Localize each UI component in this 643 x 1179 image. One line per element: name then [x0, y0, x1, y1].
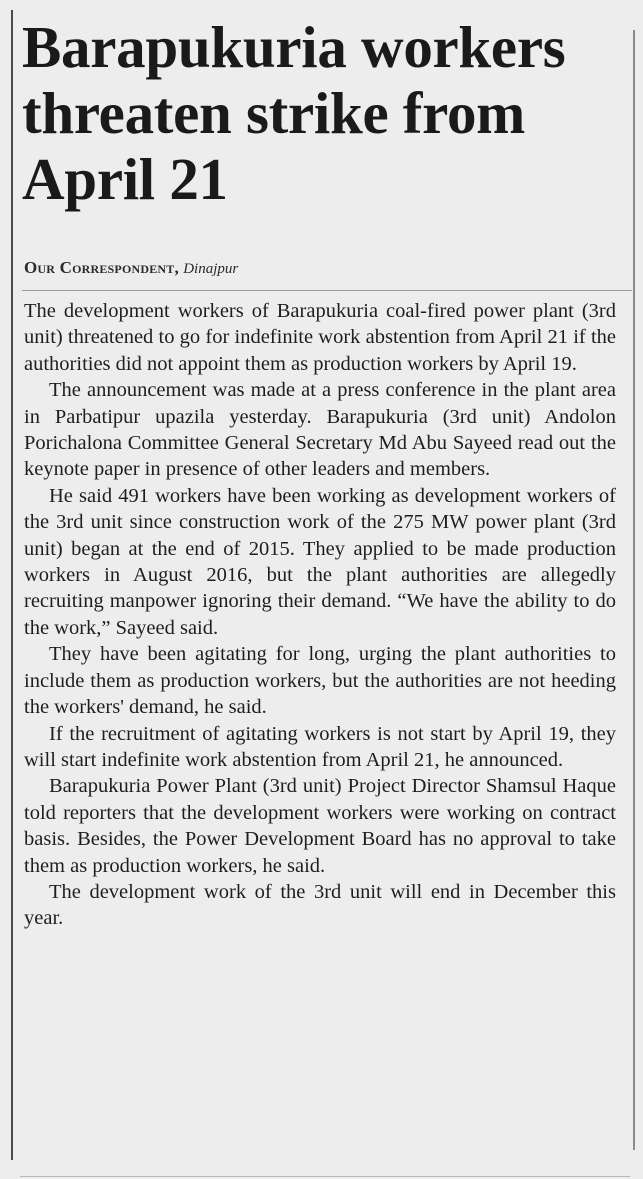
- article-paragraph-1: The development workers of Barapukuria coal-fired power plant (3rd unit) threatened to go for indefinite work abstention from April 21 if the authorities did not appoint them as production workers by April 19.: [24, 300, 616, 375]
- article-headline: Barapukuria workers threaten strike from April 21: [22, 14, 566, 212]
- bottom-rule: [20, 1176, 630, 1177]
- article-paragraph-4: They have been agitating for long, urging the plant authorities to include them as production workers, but the authorities are not heeding the workers' demand, he said.: [24, 643, 616, 719]
- article-byline: [24, 258, 238, 279]
- article-paragraph-6: Barapukuria Power Plant (3rd unit) Project Director Shamsul Haque told reporters that the development workers were working on contract basis. Besides, the Power Development Board has no approval to take them as production workers, he said.: [24, 775, 616, 877]
- byline-author: Our Correspondent,: [24, 258, 179, 277]
- article-paragraph-7: The development work of the 3rd unit will end in December this year.: [24, 880, 616, 930]
- left-column-rule: [11, 10, 13, 1160]
- byline-location: Dinajpur: [183, 261, 239, 277]
- byline-divider: [22, 290, 632, 291]
- article-paragraph-2: The announcement was made at a press conference in the plant area in Parbatipur upazila yesterday. Barapukuria (3rd unit) Andolon Porichalona Committee General Secretary Md Abu Sayeed read out the keynote paper in presence of other leaders and members.: [24, 379, 616, 481]
- article-paragraph-5: If the recruitment of agitating workers is not start by April 19, they will start indefinite work abstention from April 21, he announced.: [24, 722, 616, 771]
- article-body: [24, 298, 616, 932]
- article-paragraph-3: He said 491 workers have been working as development workers of the 3rd unit since construction work of the 275 MW power plant (3rd unit) began at the end of 2015. They applied to be made production workers in August 2016, but the plant authorities are allegedly recruiting manpower ignoring their demand. “We have the ability to do the work,” Sayeed said.: [24, 484, 616, 639]
